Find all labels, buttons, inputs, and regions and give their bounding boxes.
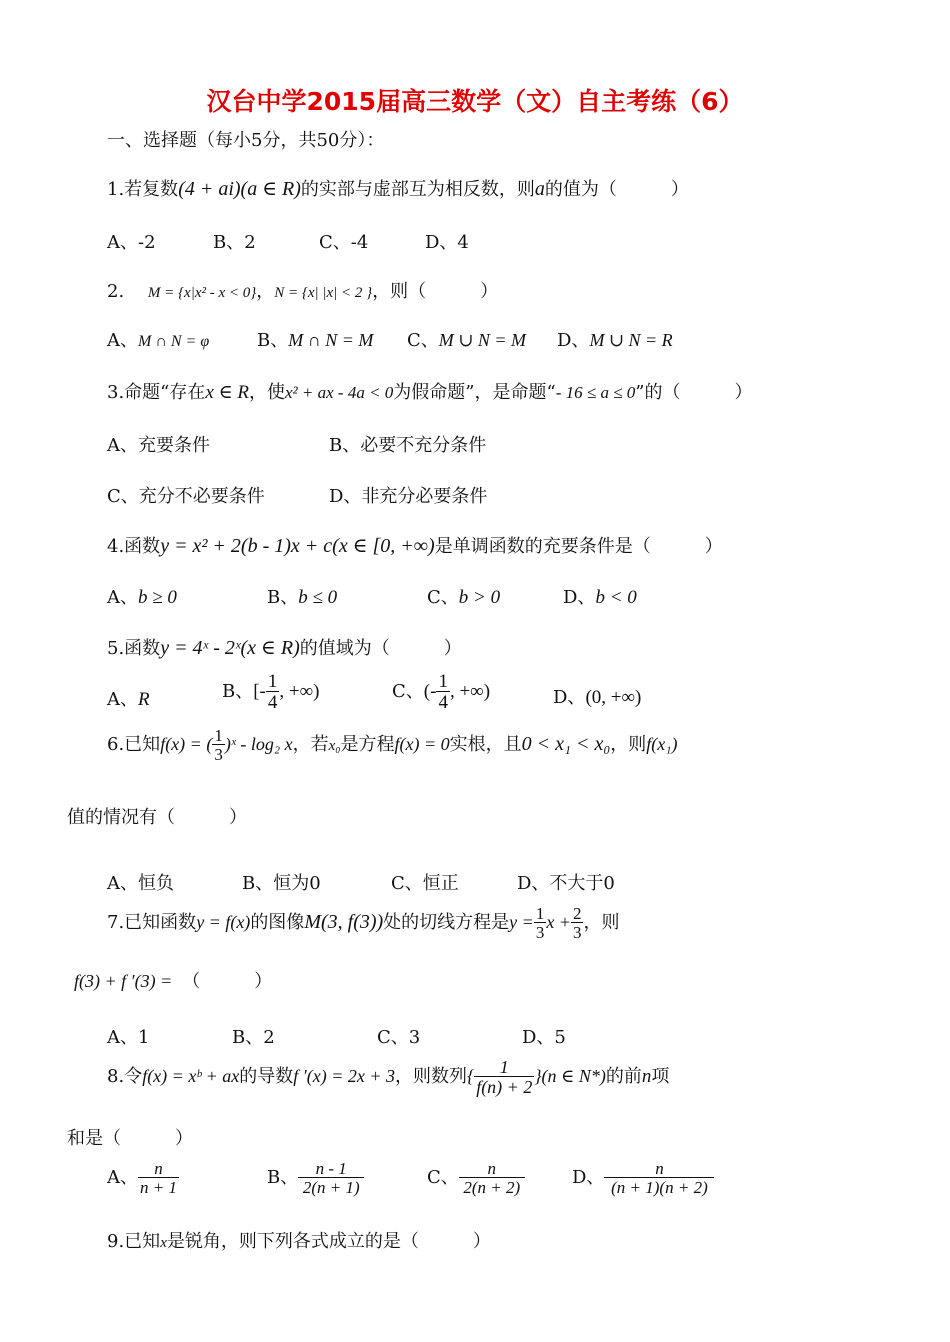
q2-option-a xyxy=(107,326,209,352)
q2-option-c xyxy=(407,326,526,352)
q7-fraction-2-numerator: 2 xyxy=(572,904,582,923)
q4-option-c-label: C、 xyxy=(427,587,459,608)
q7-fraction-1-denominator: 3 xyxy=(535,923,545,942)
q9-prefix: 9.已知 xyxy=(107,1231,161,1252)
q8-expr-2: f ′(x) = 2x + 3 xyxy=(293,1066,395,1086)
q3-mid-1: ，使 xyxy=(249,382,285,403)
q6-fraction xyxy=(212,727,225,763)
q8-mid-3: 的前 xyxy=(605,1066,642,1087)
q6-f-x1: f(x₁) xyxy=(646,734,678,754)
q7-expr-1: y = f(x) xyxy=(196,912,251,932)
question-9 xyxy=(107,1227,491,1253)
q8-mid-1: 的导数 xyxy=(239,1066,294,1087)
question-5 xyxy=(107,634,462,660)
q8-sequence-numerator: 1 xyxy=(499,1057,509,1077)
q4-option-c-expr: b > 0 xyxy=(458,587,501,608)
q4-option-a-label: A、 xyxy=(107,587,138,608)
q6-inequality: 0 < x₁ < x₀ xyxy=(521,733,611,755)
q5-option-b xyxy=(222,672,319,712)
q4-option-c xyxy=(427,583,500,609)
q5-option-b-fraction xyxy=(266,672,280,712)
q2-option-a-expr: M ∩ N = φ xyxy=(138,333,210,350)
q4-option-b xyxy=(267,583,337,609)
question-2 xyxy=(107,277,498,303)
q8-seq-post: }(n ∈ N*) xyxy=(534,1066,606,1086)
q8-option-b-label: B、 xyxy=(267,1167,299,1188)
question-8 xyxy=(107,1058,669,1096)
q8-option-d xyxy=(572,1160,714,1196)
q8-sequence-denominator: f(n) + 2 xyxy=(476,1077,533,1097)
q1-prefix: 1.若复数 xyxy=(107,179,179,200)
q8-option-d-numerator: n xyxy=(655,1159,664,1178)
q7-suffix: ，则 xyxy=(583,912,620,933)
q4-suffix: 是单调函数的充要条件是（ ） xyxy=(434,536,723,557)
q5-option-b-post: , +∞) xyxy=(279,681,320,702)
q5-option-c-pre: (- xyxy=(423,681,437,702)
q7-fraction-2 xyxy=(571,905,584,941)
q6-option-a: A、恒负 xyxy=(107,873,174,894)
q1-variable: a xyxy=(534,178,545,200)
q8-suffix: 项 xyxy=(651,1066,670,1087)
q8-option-c-denominator: 2(n + 2) xyxy=(459,1177,525,1196)
q5-option-c xyxy=(392,672,490,712)
q7-fraction-1-numerator: 1 xyxy=(535,904,545,923)
q7-mid-2: 处的切线方程是 xyxy=(383,912,510,933)
q8-variable: n xyxy=(641,1066,652,1087)
q2-option-d-expr: M ∪ N = R xyxy=(589,330,673,350)
q8-prefix: 8.令 xyxy=(107,1066,143,1087)
q9-variable: x xyxy=(160,1235,167,1251)
q7-mid-x: x + xyxy=(546,912,571,932)
question-4 xyxy=(107,532,723,558)
q3-expr-3: - 16 ≤ a ≤ 0 xyxy=(555,383,636,402)
q6-line-2: 值的情况有（ ） xyxy=(67,807,247,828)
q5-option-b-denominator: 4 xyxy=(267,692,278,713)
q6-mid-4: ，则 xyxy=(610,734,647,755)
q3-suffix: ”的（ ） xyxy=(635,382,753,403)
q3-option-a: A、充要条件 xyxy=(107,435,210,456)
q8-seq-pre: { xyxy=(466,1066,475,1086)
q3-option-c: C、充分不必要条件 xyxy=(107,486,265,507)
q8-option-c-numerator: n xyxy=(487,1159,497,1178)
q2-option-c-expr: M ∪ N = M xyxy=(438,330,527,350)
q5-option-c-fraction xyxy=(436,672,450,712)
q1-option-a: A、-2 xyxy=(107,232,156,253)
q8-option-c-fraction xyxy=(459,1160,525,1196)
q6-option-d: D、不大于0 xyxy=(517,873,615,894)
q6-prefix: 6.已知 xyxy=(107,734,161,755)
q1-expression: (4 + ai)(a ∈ R) xyxy=(178,178,301,200)
q8-option-c-label: C、 xyxy=(427,1167,459,1188)
q2-option-b-expr: M ∩ N = M xyxy=(288,330,374,350)
q8-expr-1: f(x) = xᵇ + ax xyxy=(142,1066,240,1086)
q8-option-d-fraction xyxy=(604,1160,714,1196)
q5-option-c-numerator: 1 xyxy=(438,671,448,692)
question-3 xyxy=(107,378,752,404)
q7-line-2 xyxy=(74,967,272,993)
q5-option-c-label: C、 xyxy=(392,681,424,702)
q1-option-d: D、4 xyxy=(425,232,469,253)
q8-option-b-denominator: 2(n + 1) xyxy=(298,1177,364,1196)
q1-mid: 的实部与虚部互为相反数，则 xyxy=(300,179,535,200)
q7-line-2-expr: f(3) + f ′(3) = xyxy=(74,971,173,991)
q5-expression: y = 4ˣ - 2ˣ(x ∈ R) xyxy=(160,637,300,659)
q6-option-c: C、恒正 xyxy=(391,873,459,894)
q7-y-pre: y = xyxy=(509,912,534,932)
q2-option-d-label: D、 xyxy=(557,330,590,351)
q6-f-pre: f(x) = ( xyxy=(160,734,213,754)
q3-mid-2: 为假命题”，是命题“ xyxy=(393,382,556,403)
question-7 xyxy=(107,905,619,941)
q8-option-c xyxy=(427,1160,525,1196)
q7-fraction-2-denominator: 3 xyxy=(572,923,582,942)
q8-option-a-label: A、 xyxy=(107,1167,138,1188)
q7-option-c: C、3 xyxy=(377,1027,421,1048)
page-title: 汉台中学2015届高三数学（文）自主考练（6） xyxy=(206,87,744,116)
q4-option-d-label: D、 xyxy=(563,587,596,608)
q2-suffix: ，则（ ） xyxy=(372,281,499,302)
q5-option-c-post: , +∞) xyxy=(449,681,491,702)
q6-equation: f(x) = 0 xyxy=(394,734,450,754)
q3-prefix: 3.命题“存在 xyxy=(107,382,206,403)
question-1 xyxy=(107,175,689,201)
q6-option-b: B、恒为0 xyxy=(242,873,321,894)
q7-option-b: B、2 xyxy=(232,1027,275,1048)
q2-set-n: N = {x| |x| < 2 } xyxy=(274,285,373,301)
q8-option-d-denominator: (n + 1)(n + 2) xyxy=(604,1177,714,1196)
q8-option-a-denominator: n + 1 xyxy=(140,1178,177,1197)
question-6 xyxy=(107,727,678,763)
q8-option-b-fraction xyxy=(298,1160,364,1196)
q4-option-a-expr: b ≥ 0 xyxy=(138,587,177,608)
q5-option-d-label: D、 xyxy=(553,687,586,708)
q8-sequence-fraction xyxy=(474,1058,534,1096)
q8-mid-2: ，则数列 xyxy=(394,1066,467,1087)
q4-option-d xyxy=(563,583,637,609)
q5-prefix: 5.函数 xyxy=(107,638,161,659)
q5-option-b-numerator: 1 xyxy=(267,671,278,692)
q4-option-d-expr: b < 0 xyxy=(595,587,637,608)
section-heading: 一、选择题（每小5分，共50分）： xyxy=(107,130,385,151)
q8-option-a xyxy=(107,1160,179,1196)
q4-option-a xyxy=(107,583,177,609)
q1-suffix: 的值为（ ） xyxy=(544,179,689,200)
q3-expr-1: x ∈ R xyxy=(205,382,249,403)
q1-option-b: B、2 xyxy=(213,232,256,253)
q8-option-a-numerator: n xyxy=(154,1159,163,1178)
q6-mid-3: 实根，且 xyxy=(449,734,522,755)
q5-option-c-denominator: 4 xyxy=(438,692,448,713)
q8-line-2: 和是（ ） xyxy=(67,1128,193,1149)
q5-option-a-label: A、 xyxy=(107,689,138,710)
q4-option-b-expr: b ≤ 0 xyxy=(298,587,338,608)
q2-set-m: M = {x|x² - x < 0} xyxy=(147,285,257,301)
q3-option-d: D、非充分必要条件 xyxy=(329,486,488,507)
q5-option-d-expr: (0, +∞) xyxy=(585,687,642,708)
q7-option-a: A、1 xyxy=(107,1027,150,1048)
q7-prefix: 7.已知函数 xyxy=(107,912,197,933)
q7-option-d: D、5 xyxy=(522,1027,566,1048)
q3-option-b: B、必要不充分条件 xyxy=(329,435,487,456)
q6-fraction-denominator: 3 xyxy=(214,745,223,764)
q8-option-b-numerator: n - 1 xyxy=(315,1159,347,1178)
q7-fraction-1 xyxy=(534,905,547,941)
q2-option-a-label: A、 xyxy=(107,330,138,351)
q6-mid-2: 是方程 xyxy=(340,734,395,755)
q8-option-d-label: D、 xyxy=(572,1167,605,1188)
q4-option-b-label: B、 xyxy=(267,587,299,608)
q3-expr-2: x² + ax - 4a < 0 xyxy=(285,383,394,402)
q2-option-b xyxy=(257,326,373,352)
q5-suffix: 的值域为（ ） xyxy=(299,638,462,659)
q2-option-b-label: B、 xyxy=(257,330,289,351)
q8-option-a-fraction xyxy=(138,1160,179,1196)
q7-expr-2: M(3, f(3)) xyxy=(304,911,384,933)
q5-option-d xyxy=(553,683,641,709)
q4-expression: y = x² + 2(b - 1)x + c(x ∈ [0, +∞) xyxy=(160,535,435,557)
q8-option-b xyxy=(267,1160,364,1196)
q6-x0: x₀ xyxy=(328,738,341,754)
q5-option-b-pre: [- xyxy=(253,681,266,702)
q6-fraction-numerator: 1 xyxy=(214,726,223,745)
q5-option-a-expr: R xyxy=(138,689,150,710)
q5-option-b-label: B、 xyxy=(222,681,254,702)
q2-comma: ， xyxy=(256,281,275,302)
q6-f-post: )ˣ - log₂ x xyxy=(224,734,293,754)
q2-option-d xyxy=(557,326,673,352)
q9-suffix: 是锐角，则下列各式成立的是（ ） xyxy=(166,1231,491,1252)
q6-mid-1: ，若 xyxy=(292,734,329,755)
q2-option-c-label: C、 xyxy=(407,330,439,351)
q5-option-a xyxy=(107,685,150,711)
q7-mid-1: 的图像 xyxy=(250,912,305,933)
q4-prefix: 4.函数 xyxy=(107,536,161,557)
q7-line-2-paren: （ ） xyxy=(182,971,273,992)
q2-number: 2. xyxy=(107,281,125,302)
q1-option-c: C、-4 xyxy=(319,232,369,253)
